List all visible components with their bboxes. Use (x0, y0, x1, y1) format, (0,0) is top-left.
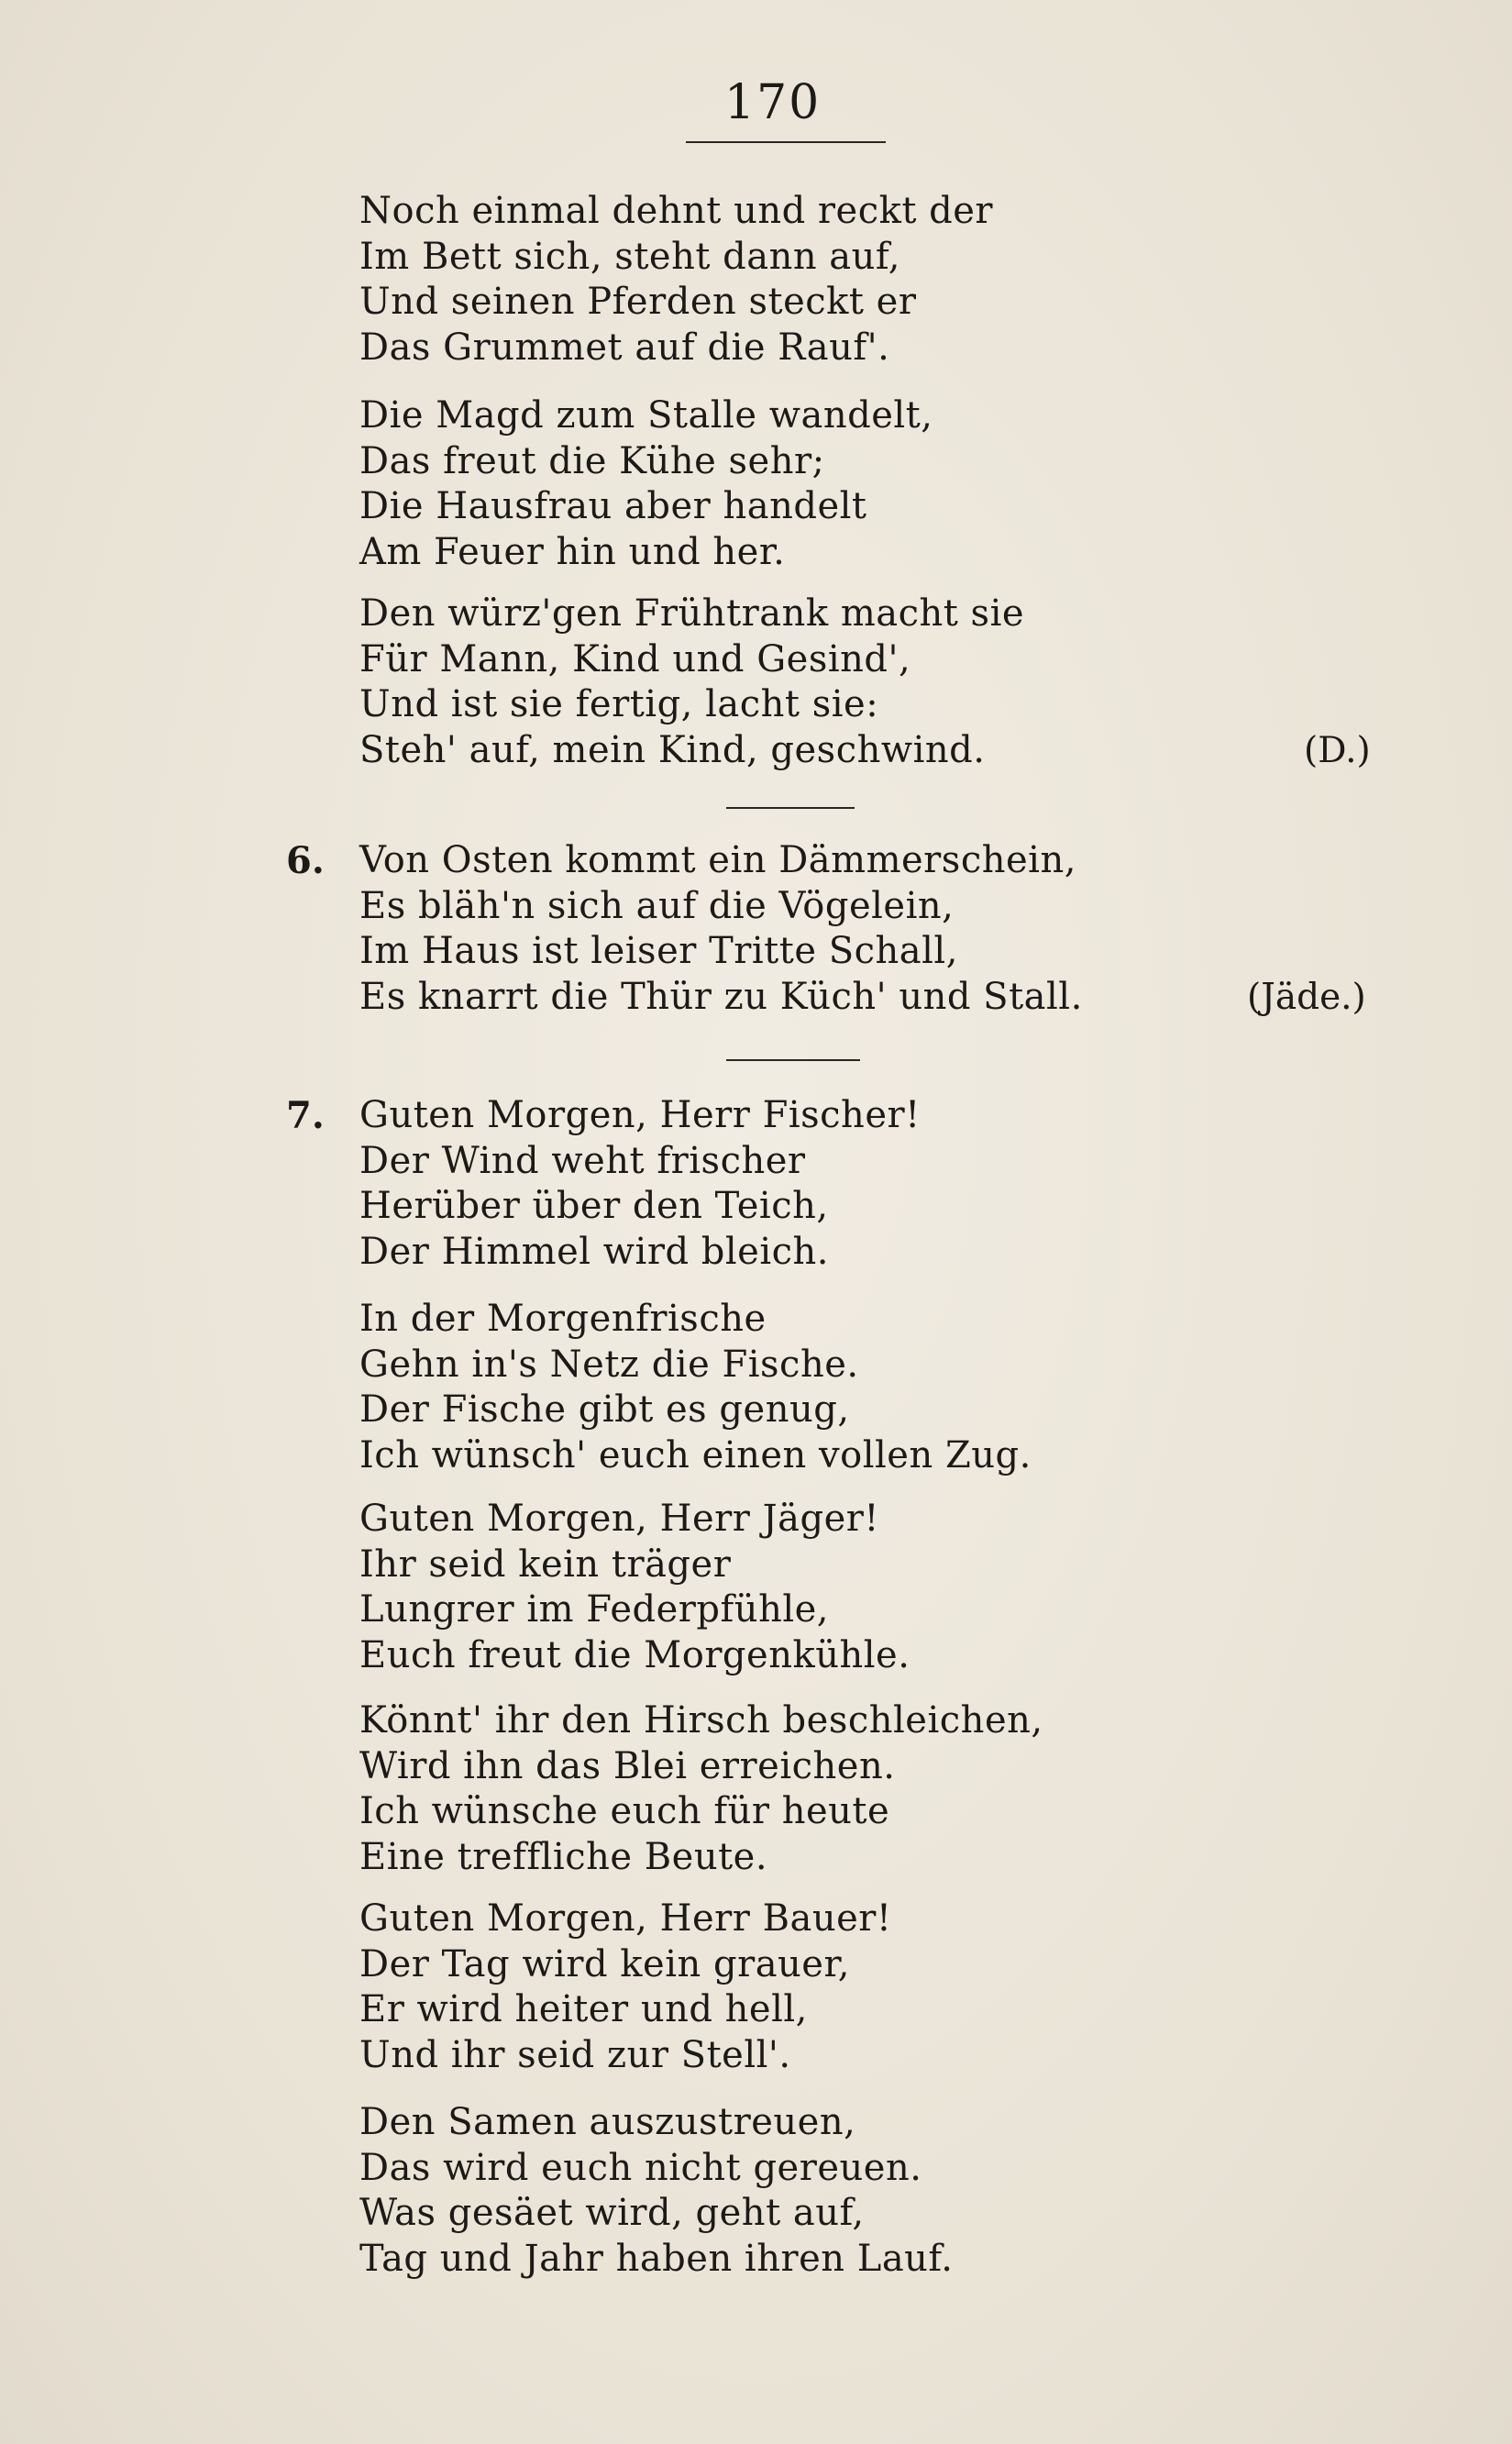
verse-line: Ich wünsch' euch einen vollen Zug. (359, 1433, 1032, 1476)
verse-line: Ich wünsche euch für heute (359, 1790, 890, 1832)
verse-line: Steh' auf, mein Kind, geschwind. (359, 728, 986, 771)
section-divider (726, 807, 855, 809)
verse-line: Ihr seid kein träger (359, 1543, 732, 1586)
verse-line: Und ist sie fertig, lacht sie: (359, 683, 879, 725)
verse-line: Guten Morgen, Herr Fischer! (359, 1094, 921, 1136)
stanza (359, 1497, 910, 1678)
verse-line: Die Hausfrau aber handelt (359, 485, 867, 527)
verse-line: Im Bett sich, steht dann auf, (359, 235, 901, 278)
stanza (359, 592, 1024, 773)
stanza (359, 2100, 954, 2282)
poem-attribution: (Jäde.) (1247, 977, 1366, 1018)
verse-line: Der Fische gibt es genug, (359, 1388, 850, 1431)
verse-line: Den würz'gen Frühtrank macht sie (359, 592, 1025, 635)
verse-line: Am Feuer hin und her. (359, 530, 786, 573)
verse-line: Der Himmel wird bleich. (359, 1230, 830, 1273)
verse-line: Er wird heiter und hell, (359, 1988, 808, 2030)
stanza (359, 1698, 1043, 1880)
stanza (359, 393, 933, 575)
verse-line: In der Morgenfrische (359, 1298, 767, 1340)
stanza (359, 1093, 921, 1275)
stanza (359, 838, 1083, 1020)
verse-line: Herüber über den Teich, (359, 1185, 829, 1227)
verse-line: Euch freut die Morgenkühle. (359, 1633, 911, 1676)
verse-line: Es knarrt die Thür zu Küch' und Stall. (359, 975, 1083, 1018)
verse-line: Das freut die Kühe sehr; (359, 439, 825, 482)
header-rule (686, 141, 886, 143)
verse-line: Den Samen auszustreuen, (359, 2101, 856, 2143)
verse-line: Guten Morgen, Herr Jäger! (359, 1498, 879, 1540)
stanza (359, 189, 993, 370)
verse-line: Tag und Jahr haben ihren Lauf. (359, 2237, 954, 2280)
stanza (359, 1897, 891, 2078)
verse-line: Die Magd zum Stalle wandelt, (359, 394, 933, 437)
verse-line: Es bläh'n sich auf die Vögelein, (359, 884, 955, 927)
verse-line: Lungrer im Federpfühle, (359, 1588, 830, 1631)
verse-line: Gehn in's Netz die Fische. (359, 1343, 859, 1386)
verse-line: Eine treffliche Beute. (359, 1835, 768, 1878)
poem-attribution: (D.) (1304, 730, 1371, 771)
poem-number: 7. (286, 1094, 325, 1137)
verse-line: Noch einmal dehnt und reckt der (359, 190, 994, 232)
verse-line: Das Grummet auf die Rauf'. (359, 326, 890, 369)
verse-line: Und ihr seid zur Stell'. (359, 2033, 791, 2076)
verse-line: Könnt' ihr den Hirsch beschleichen, (359, 1699, 1043, 1742)
section-divider (726, 1059, 860, 1061)
verse-line: Der Tag wird kein grauer, (359, 1942, 850, 1985)
verse-line: Was gesäet wird, geht auf, (359, 2192, 865, 2234)
verse-line: Das wird euch nicht gereuen. (359, 2146, 922, 2189)
page-number: 170 (724, 75, 822, 130)
verse-line: Von Osten kommt ein Dämmerschein, (359, 839, 1076, 881)
verse-line: Im Haus ist leiser Tritte Schall, (359, 930, 958, 972)
verse-line: Wird ihn das Blei erreichen. (359, 1744, 896, 1787)
verse-line: Und seinen Pferden steckt er (359, 281, 917, 323)
stanza (359, 1297, 1032, 1478)
verse-line: Der Wind weht frischer (359, 1139, 806, 1182)
verse-line: Für Mann, Kind und Gesind', (359, 637, 911, 680)
verse-line: Guten Morgen, Herr Bauer! (359, 1897, 892, 1940)
poem-number: 6. (286, 839, 325, 882)
